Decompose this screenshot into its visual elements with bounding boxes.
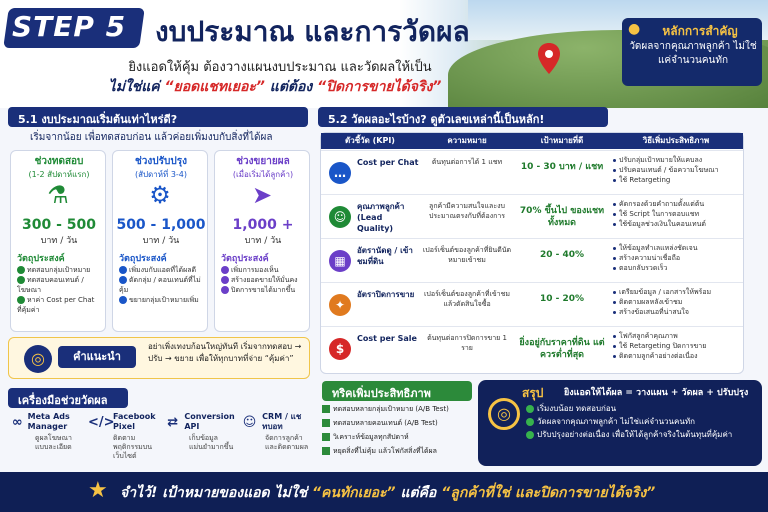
stage-item: ตัดกลุ่ม / คอนเทนต์ที่ไม่คุ้ม: [119, 276, 201, 294]
stage-price: 500 - 1,000: [116, 217, 206, 233]
kpi-target: 20 - 40%: [539, 250, 585, 260]
summary-list: [526, 402, 758, 441]
summary-equation: ยิงแอดให้ได้ผล = วางแผน + วัดผล + ปรับปรุง: [564, 388, 749, 398]
kpi-how-list: [613, 155, 741, 185]
stage-title: ช่วงขยายผล: [236, 156, 290, 167]
advice-label: คำแนะนำ: [58, 346, 136, 368]
kpi-how-list: [613, 331, 741, 361]
col-header: เป้าหมายที่ดี: [515, 133, 609, 149]
location-pin-icon: [536, 42, 562, 76]
tool-name: CRM / แชทบอท: [262, 412, 302, 431]
stage-item: สร้างยอดขายให้มั่นคง: [221, 275, 303, 285]
lightbulb-icon: ●: [628, 21, 641, 37]
kpi-how-item: สร้างข้อเสนอที่น่าสนใจ: [613, 307, 741, 317]
kpi-how-item: ตอบกลับรวดเร็ว: [613, 263, 741, 273]
kpi-row: [321, 238, 743, 282]
kpi-target: 10 - 30 บาท / แชท: [520, 162, 604, 172]
principle-body: วัดผลจากคุณภาพลูกค้า ไม่ใช่แค่จำนวนคนทัก: [629, 41, 757, 66]
trophy-icon: ★: [88, 478, 108, 503]
kpi-meaning: ต้นทุนต่อการปิดการขาย 1 ราย: [427, 334, 507, 352]
stage-item: ขยายกลุ่มเป้าหมายเพิ่ม: [119, 295, 201, 305]
kpi-name: คุณภาพลูกค้า (Lead Quality): [357, 202, 405, 233]
user-icon: ☺: [329, 206, 351, 228]
calendar-icon: ▦: [329, 250, 351, 272]
tool-capi: [164, 412, 238, 466]
kpi-how-item: ใช้ Retargeting ปิดการขาย: [613, 341, 741, 351]
meta-icon: ∞: [11, 415, 23, 430]
kpi-meaning: ลูกค้ามีความสนใจและงบประมาณตรงกับที่ต้องการ: [428, 202, 506, 220]
kpi-name: อัตราปิดการขาย: [357, 290, 415, 299]
stage-goal-label: วัตถุประสงค์: [119, 254, 167, 264]
stage-item: ทดสอบคอนเทนต์ / โฆษณา: [17, 276, 84, 294]
kpi-how-item: ติดตามลูกค้าอย่างต่อเนื่อง: [613, 351, 741, 361]
summary-item: เริ่มงบน้อย ทดสอบก่อน: [526, 402, 758, 415]
subtitle-line1: ยิงแอดให้คุ้ม ต้องวางแผนงบประมาณ และวัดผลให้เป็น: [128, 60, 432, 75]
kpi-meaning: เปอร์เซ็นต์ของลูกค้าที่เข้าชมแล้วตัดสินใจซื้อ: [424, 290, 510, 308]
stage-card-scale: [214, 150, 310, 332]
chat-icon: …: [329, 162, 351, 184]
col-header: ตัวชี้วัด (KPI): [321, 133, 419, 149]
target-icon: ◎: [24, 345, 52, 373]
stage-item: เพิ่มการมองเห็น: [221, 265, 303, 275]
test-tube-icon: ⚗: [47, 181, 69, 209]
tool-name: Facebook Pixel: [113, 412, 156, 431]
dollar-icon: $: [329, 338, 351, 360]
kpi-row: [321, 282, 743, 326]
tips-heading: ทริคเพิ่มประสิทธิภาพ: [322, 381, 472, 401]
kpi-how-item: เตรียมข้อมูล / เอกสารให้พร้อม: [613, 287, 741, 297]
kpi-name: Cost per Chat: [357, 158, 419, 167]
kpi-name: อัตรานัดดู / เข้าชมที่ดิน: [357, 246, 413, 266]
kpi-target: ยิ่งอยู่กับราคาที่ดิน แต่ควรต่ำที่สุด: [519, 338, 605, 360]
tool-meta: [10, 412, 84, 466]
summary-item: วัดผลจากคุณภาพลูกค้า ไม่ใช่แค่จำนวนคนทัก: [526, 415, 758, 428]
stage-goal-label: วัตถุประสงค์: [221, 254, 269, 264]
kpi-how-item: สร้างความน่าเชื่อถือ: [613, 253, 741, 263]
tip-item: วิเคราะห์ข้อมูลทุกสัปดาห์: [322, 430, 472, 444]
stage-item: ทดสอบกลุ่มเป้าหมาย: [17, 265, 99, 275]
kpi-how-item: ปรับกลุ่มเป้าหมายให้แคบลง: [613, 155, 741, 165]
kpi-how-item: ใช้ Retargeting: [613, 175, 741, 185]
step-label: STEP 5: [12, 10, 127, 43]
stage-price: 1,000 +: [232, 217, 294, 233]
kpi-target: 10 - 20%: [539, 294, 585, 304]
tool-name: Meta Ads Manager: [27, 412, 70, 431]
kpi-how-item: ใช้ข้อมูลช่วงเงินในคอนเทนต์: [613, 219, 741, 229]
section-kpi-heading: 5.2 วัดผลอะไรบ้าง? ดูตัวเลขเหล่านี้เป็นหลัก!: [318, 107, 608, 127]
tip-item: หยุดสิ่งที่ไม่คุ้ม แล้วโฟกัสสิ่งที่ได้ผล: [322, 444, 472, 458]
stage-unit: บาท / วัน: [40, 236, 78, 246]
kpi-meaning: ต้นทุนต่อการได้ 1 แชท: [431, 158, 503, 166]
kpi-target: 70% ขึ้นไป ของแชททั้งหมด: [519, 206, 605, 228]
tip-item: ทดสอบหลายกลุ่มเป้าหมาย (A/B Test): [322, 402, 472, 416]
tools-heading: เครื่องมือช่วยวัดผล: [8, 388, 128, 408]
target-icon: ◎: [488, 398, 520, 430]
stage-price: 300 - 500: [21, 217, 96, 233]
kpi-name: Cost per Sale: [357, 334, 417, 343]
tool-desc: ติดตามพฤติกรรมบนเว็บไซต์: [113, 434, 152, 460]
kpi-row: [321, 194, 743, 238]
stage-unit: บาท / วัน: [142, 236, 180, 246]
kpi-how-list: [613, 287, 741, 317]
col-header: วิธีเพิ่มประสิทธิภาพ: [609, 133, 743, 149]
stage-period: (1-2 สัปดาห์แรก): [28, 170, 90, 179]
kpi-how-list: [613, 199, 741, 229]
kpi-meaning: เปอร์เซ็นต์ของลูกค้าที่ยินดีนัดหมายเข้าชม: [422, 246, 512, 264]
page-title: งบประมาณ และการวัดผล: [155, 15, 470, 48]
api-icon: ⇄: [167, 415, 179, 430]
tool-pixel: [88, 412, 162, 466]
tool-desc: ดูผลโฆษณาแบบละเอียด: [35, 434, 72, 451]
tool-desc: เก็บข้อมูลแม่นยำมากขึ้น: [189, 434, 234, 451]
footer-text: จำไว้! เป้าหมายของแอด ไม่ใช่ “คนทักเยอะ” แต่คือ “ลูกค้าที่ใช่ และปิดการขายได้จริง”: [120, 485, 656, 501]
code-icon: </>: [88, 415, 115, 430]
stage-period: (เมื่อเริ่มได้ลูกค้า): [232, 170, 294, 179]
kpi-how-list: [613, 243, 741, 273]
stage-card-test: [10, 150, 106, 332]
stage-title: ช่วงปรับปรุง: [135, 156, 187, 167]
tool-crm: [240, 412, 314, 466]
summary-item: ปรับปรุงอย่างต่อเนื่อง เพื่อให้ได้ลูกค้าจริงในต้นทุนที่คุ้มค่า: [526, 428, 758, 441]
summary-label: สรุป: [522, 386, 544, 400]
principle-title: หลักการสำคัญ: [662, 24, 738, 38]
advice-text: อย่าเพิ่งเทงบก้อนใหญ่ทันที เริ่มจากทดสอบ → ปรับ → ขยาย เพื่อให้ทุกบาทที่จ่าย “คุ้มค่า”: [148, 342, 302, 363]
stage-item: เพิ่มงบกับแอดที่ได้ผลดี: [119, 265, 201, 275]
col-header: ความหมาย: [419, 133, 515, 149]
tool-name: Conversion API: [184, 412, 235, 431]
handshake-icon: ✦: [329, 294, 351, 316]
kpi-row: [321, 326, 743, 370]
stage-unit: บาท / วัน: [244, 236, 282, 246]
rocket-icon: ➤: [251, 181, 273, 209]
kpi-how-item: โฟกัสลูกค้าคุณภาพ: [613, 331, 741, 341]
stage-goal-label: วัตถุประสงค์: [17, 254, 65, 264]
gears-icon: ⚙: [149, 181, 171, 209]
stage-title: ช่วงทดสอบ: [34, 156, 84, 167]
section-budget-desc: เริ่มจากน้อย เพื่อทดสอบก่อน แล้วค่อยเพิ่มงบกับสิ่งที่ได้ผล: [30, 132, 273, 143]
kpi-how-item: ปรับคอนเทนต์ / ข้อความโฆษณา: [613, 165, 741, 175]
stage-item: ปิดการขายได้มากขึ้น: [221, 285, 303, 295]
kpi-row: [321, 150, 743, 194]
section-budget-heading: 5.1 งบประมาณเริ่มต้นเท่าไหร่ดี?: [8, 107, 308, 127]
stage-card-improve: [112, 150, 208, 332]
stage-item: หาค่า Cost per Chat ที่คุ้มค่า: [17, 296, 95, 314]
subtitle-line2: ไม่ใช่แค่ “ยอดแชทเยอะ” แต่ต้อง “ปิดการขายได้จริง”: [108, 79, 442, 95]
robot-icon: ☺: [242, 415, 257, 430]
kpi-how-item: ใช้ Script ในการตอบแชท: [613, 209, 741, 219]
kpi-how-item: ให้ข้อมูลทำเลแหล่งชัดเจน: [613, 243, 741, 253]
tool-desc: จัดการลูกค้าและติดตามผล: [265, 434, 309, 451]
stage-period: (สัปดาห์ที่ 3-4): [134, 170, 188, 179]
tips-list: [322, 402, 472, 466]
tip-item: ทดสอบหลายคอนเทนต์ (A/B Test): [322, 416, 472, 430]
kpi-how-item: คัดกรองด้วยคำถามตั้งแต่ต้น: [613, 199, 741, 209]
kpi-how-item: ติดตามผลหลังเข้าชม: [613, 297, 741, 307]
